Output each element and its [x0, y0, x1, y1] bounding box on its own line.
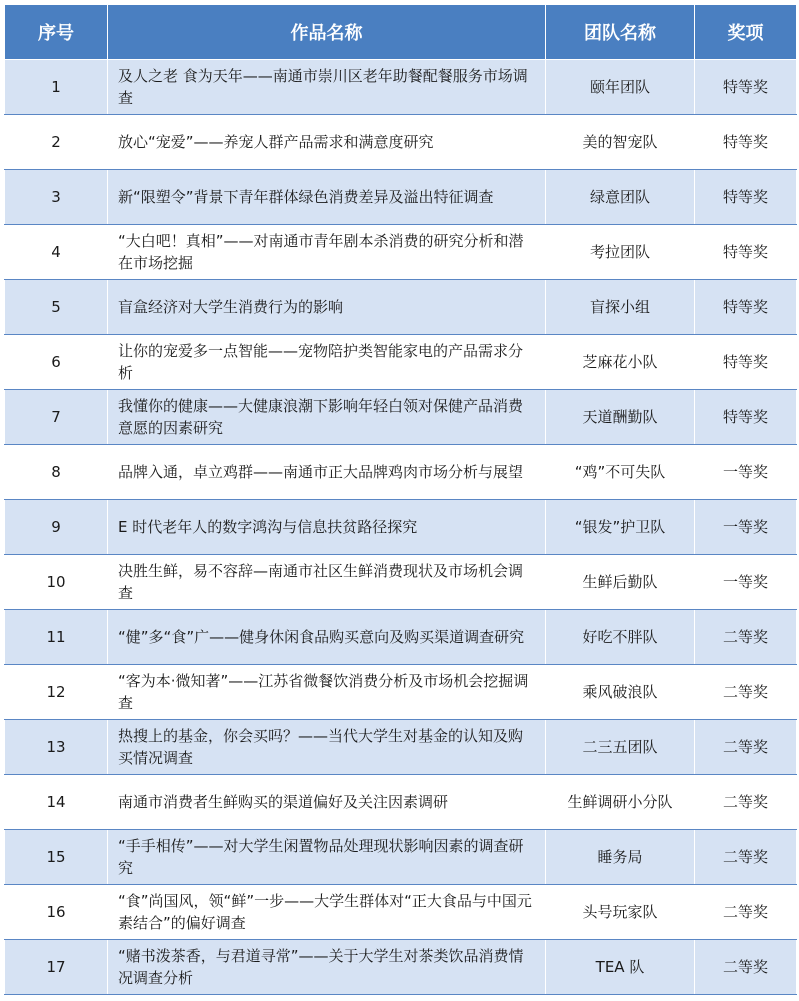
table-row [5, 940, 797, 995]
table-row [5, 335, 797, 390]
cell-index: 7 [5, 390, 108, 445]
cell-award: 二等奖 [695, 940, 797, 995]
cell-team-name: 颐年团队 [546, 60, 695, 115]
table-header-row [5, 5, 797, 60]
cell-index: 14 [5, 775, 108, 830]
cell-work-name: 品牌入通，卓立鸡群——南通市正大品牌鸡肉市场分析与展望 [108, 445, 546, 500]
cell-award: 二等奖 [695, 610, 797, 665]
cell-award: 一等奖 [695, 445, 797, 500]
cell-work-name: “客为本·微知著”——江苏省微餐饮消费分析及市场机会挖掘调查 [108, 665, 546, 720]
cell-team-name: “鸡”不可失队 [546, 445, 695, 500]
cell-index: 9 [5, 500, 108, 555]
cell-work-name: “手手相传”——对大学生闲置物品处理现状影响因素的调查研究 [108, 830, 546, 885]
cell-team-name: TEA 队 [546, 940, 695, 995]
cell-work-name: “健”多“食”广——健身休闲食品购买意向及购买渠道调查研究 [108, 610, 546, 665]
cell-team-name: 生鲜后勤队 [546, 555, 695, 610]
cell-index: 11 [5, 610, 108, 665]
cell-team-name: 二三五团队 [546, 720, 695, 775]
cell-work-name: “赌书泼茶香，与君道寻常”——关于大学生对茶类饮品消费情况调查分析 [108, 940, 546, 995]
cell-work-name: E 时代老年人的数字鸿沟与信息扶贫路径探究 [108, 500, 546, 555]
cell-team-name: 睡务局 [546, 830, 695, 885]
cell-index: 12 [5, 665, 108, 720]
table-row [5, 225, 797, 280]
cell-award: 特等奖 [695, 390, 797, 445]
header-team-name: 团队名称 [546, 5, 695, 60]
cell-award: 一等奖 [695, 500, 797, 555]
cell-index: 16 [5, 885, 108, 940]
table-row [5, 885, 797, 940]
cell-team-name: 美的智宠队 [546, 115, 695, 170]
table-row [5, 60, 797, 115]
cell-work-name: 新“限塑令”背景下青年群体绿色消费差异及溢出特征调查 [108, 170, 546, 225]
table-row [5, 665, 797, 720]
header-index: 序号 [5, 5, 108, 60]
table-row [5, 610, 797, 665]
cell-award: 二等奖 [695, 830, 797, 885]
cell-team-name: 绿意团队 [546, 170, 695, 225]
cell-team-name: “银发”护卫队 [546, 500, 695, 555]
cell-index: 10 [5, 555, 108, 610]
cell-award: 特等奖 [695, 335, 797, 390]
cell-work-name: 南通市消费者生鲜购买的渠道偏好及关注因素调研 [108, 775, 546, 830]
table-row [5, 775, 797, 830]
cell-team-name: 盲探小组 [546, 280, 695, 335]
cell-award: 特等奖 [695, 60, 797, 115]
table-row [5, 720, 797, 775]
cell-award: 特等奖 [695, 115, 797, 170]
awards-table [4, 4, 797, 995]
cell-team-name: 乘风破浪队 [546, 665, 695, 720]
table-row [5, 555, 797, 610]
cell-award: 一等奖 [695, 555, 797, 610]
cell-index: 1 [5, 60, 108, 115]
cell-index: 17 [5, 940, 108, 995]
table-row [5, 170, 797, 225]
table-body [5, 60, 797, 995]
cell-award: 二等奖 [695, 885, 797, 940]
cell-team-name: 生鲜调研小分队 [546, 775, 695, 830]
table-row [5, 280, 797, 335]
cell-index: 3 [5, 170, 108, 225]
cell-work-name: “大白吧！真相”——对南通市青年剧本杀消费的研究分析和潜在市场挖掘 [108, 225, 546, 280]
cell-award: 二等奖 [695, 720, 797, 775]
cell-index: 4 [5, 225, 108, 280]
cell-index: 6 [5, 335, 108, 390]
cell-award: 特等奖 [695, 225, 797, 280]
table-row [5, 390, 797, 445]
cell-work-name: 放心“宠爱”——养宠人群产品需求和满意度研究 [108, 115, 546, 170]
cell-team-name: 天道酬勤队 [546, 390, 695, 445]
cell-team-name: 头号玩家队 [546, 885, 695, 940]
cell-team-name: 芝麻花小队 [546, 335, 695, 390]
cell-work-name: 及人之老 食为天年——南通市崇川区老年助餐配餐服务市场调查 [108, 60, 546, 115]
cell-index: 2 [5, 115, 108, 170]
cell-index: 5 [5, 280, 108, 335]
cell-work-name: 盲盒经济对大学生消费行为的影响 [108, 280, 546, 335]
cell-work-name: 让你的宠爱多一点智能——宠物陪护类智能家电的产品需求分析 [108, 335, 546, 390]
cell-work-name: 决胜生鲜，易不容辞—南通市社区生鲜消费现状及市场机会调查 [108, 555, 546, 610]
cell-index: 13 [5, 720, 108, 775]
header-award: 奖项 [695, 5, 797, 60]
table-row [5, 500, 797, 555]
table-row [5, 445, 797, 500]
cell-award: 特等奖 [695, 280, 797, 335]
cell-index: 15 [5, 830, 108, 885]
cell-work-name: “食”尚国风，领“鲜”一步——大学生群体对“正大食品与中国元素结合”的偏好调查 [108, 885, 546, 940]
cell-team-name: 好吃不胖队 [546, 610, 695, 665]
table-row [5, 830, 797, 885]
cell-award: 特等奖 [695, 170, 797, 225]
table-row [5, 115, 797, 170]
cell-work-name: 热搜上的基金，你会买吗？——当代大学生对基金的认知及购买情况调查 [108, 720, 546, 775]
cell-team-name: 考拉团队 [546, 225, 695, 280]
cell-work-name: 我懂你的健康——大健康浪潮下影响年轻白领对保健产品消费意愿的因素研究 [108, 390, 546, 445]
cell-award: 二等奖 [695, 775, 797, 830]
cell-index: 8 [5, 445, 108, 500]
header-work-name: 作品名称 [108, 5, 546, 60]
cell-award: 二等奖 [695, 665, 797, 720]
